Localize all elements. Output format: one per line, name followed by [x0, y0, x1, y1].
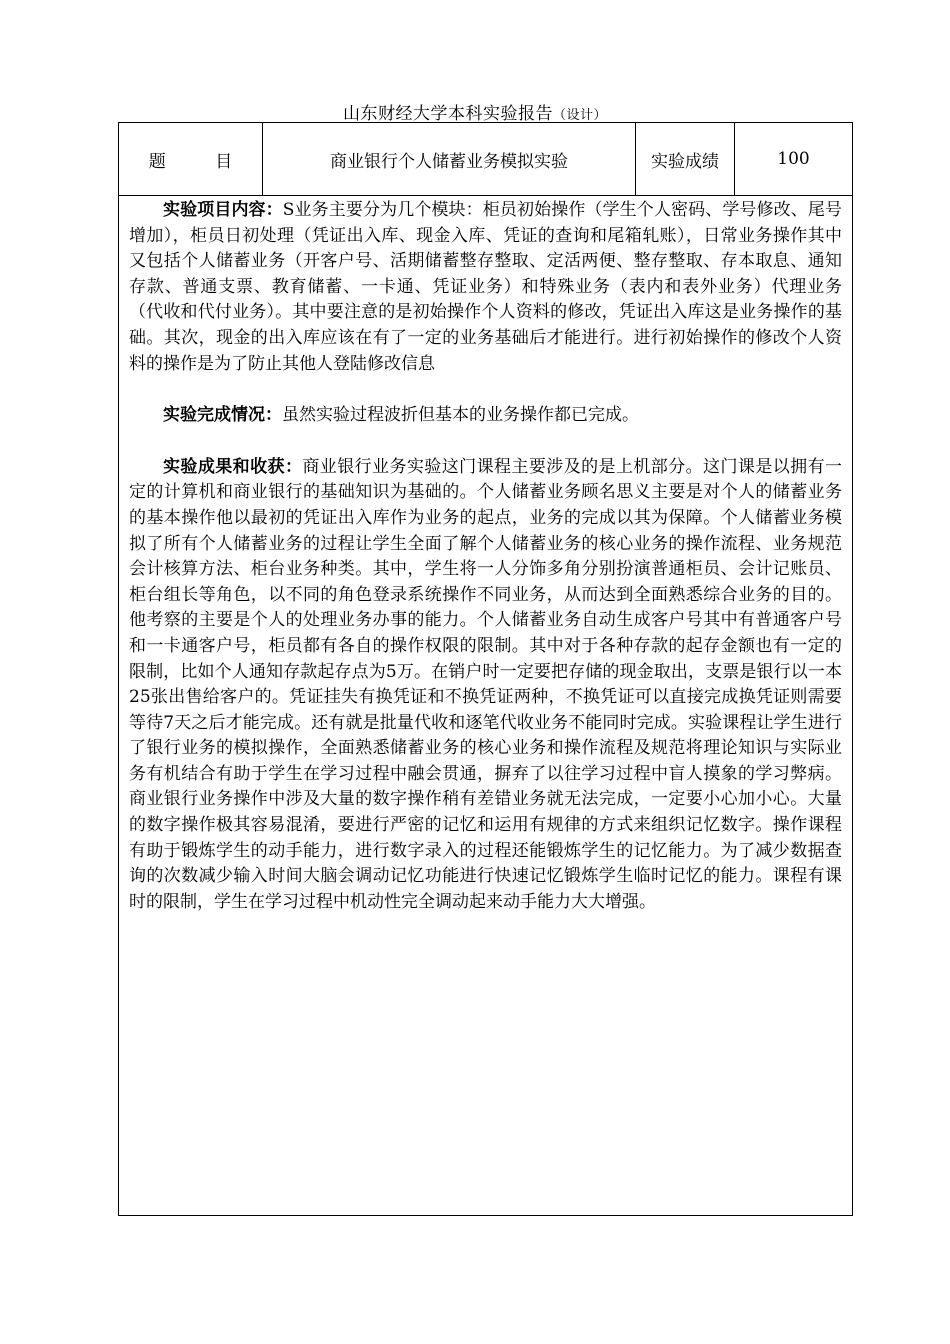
score-label: 实验成绩 [636, 123, 735, 195]
result-paragraph [129, 455, 842, 916]
content-label: 实验项目内容： [163, 200, 283, 220]
status-text: 虽然实验过程波折但基本的业务操作都已完成。 [282, 405, 639, 426]
report-title-sub: （设计） [552, 108, 607, 123]
score-value: 100 [777, 149, 810, 169]
table-header-row [119, 123, 852, 196]
report-table [118, 122, 853, 1216]
spacer [129, 377, 842, 403]
report-body [129, 198, 842, 915]
topic-value: 商业银行个人储蓄业务模拟实验 [263, 123, 636, 195]
content-paragraph [129, 198, 842, 377]
content-text: S业务主要分为几个模块：柜员初始操作（学生个人密码、学号修改、尾号增加），柜员日初处理（凭证出入库、现金入库、凭证的查询和尾箱轧账），日常业务操作其中又包括个人储蓄业务（开客户号、活期储蓄整存整取、定活两便、整存整取、存本取息、通知存款、普通支票、教育储蓄、一卡通、凭证业务）和特殊业务（表内和表外业务）代理业务（代收和代付业务）。其中要注意的是初始操作个人资料的修改，凭证出入库这是业务操作的基础。其次，现金的出入库应该在有了一定的业务基础后才能进行。进行初始操作的修改个人资料的操作是为了防止其他人登陆修改信息 [129, 200, 842, 374]
status-label: 实验完成情况： [163, 405, 282, 426]
topic-label: 题 目 [119, 123, 263, 195]
status-paragraph [129, 403, 842, 429]
spacer [129, 429, 842, 455]
result-label: 实验成果和收获： [163, 456, 303, 477]
report-title [0, 99, 950, 124]
report-title-main: 山东财经大学本科实验报告 [342, 104, 553, 124]
result-text: 商业银行业务实验这门课程主要涉及的是上机部分。这门课是以拥有一定的计算机和商业银行的基础知识为基础的。个人储蓄业务顾名思义主要是对个人的储蓄业务的基本操作他以最初的凭证出入库作为业务的起点，业务的完成以其为保障。个人储蓄业务模拟了所有个人储蓄业务的过程让学生全面了解个人储蓄业务的核心业务的操作流程、业务规范会计核算方法、柜台业务种类。其中，学生将一人分饰多角分别扮演普通柜员、会计记账员、柜台组长等角色，以不同的角色登录系统操作不同业务，从而达到全面熟悉综合业务的目的。他考察的主要是个人的处理业务办事的能力。个人储蓄业务自动生成客户号其中有普通客户号和一卡通客户号，柜员都有各自的操作权限的限制。其中对于各种存款的起存金额也有一定的限制，比如个人通知存款起存点为5万。在销户时一定要把存储的现金取出，支票是银行以一本25张出售给客户的。凭证挂失有换凭证和不换凭证两种，不换凭证可以直接完成换凭证则需要等待7天之后才能完成。还有就是批量代收和逐笔代收业务不能同时完成。实验课程让学生进行了银行业务的模拟操作，全面熟悉储蓄业务的核心业务和操作流程及规范将理论知识与实际业务有机结合有助于学生在学习过程中融会贯通，摒弃了以往学习过程中盲人摸象的学习弊病。商业银行业务操作中涉及大量的数字操作稍有差错业务就无法完成，一定要小心加小心。大量的数字操作极其容易混淆，要进行严密的记忆和运用有规律的方式来组织记忆数字。操作课程有助于锻炼学生的动手能力，进行数字录入的过程还能锻炼学生的记忆能力。为了减少数据查询的次数减少输入时间大脑会调动记忆功能进行快速记忆锻炼学生临时记忆的能力。课程有课时的限制，学生在学习过程中机动性完全调动起来动手能力大大增强。 [129, 456, 843, 912]
